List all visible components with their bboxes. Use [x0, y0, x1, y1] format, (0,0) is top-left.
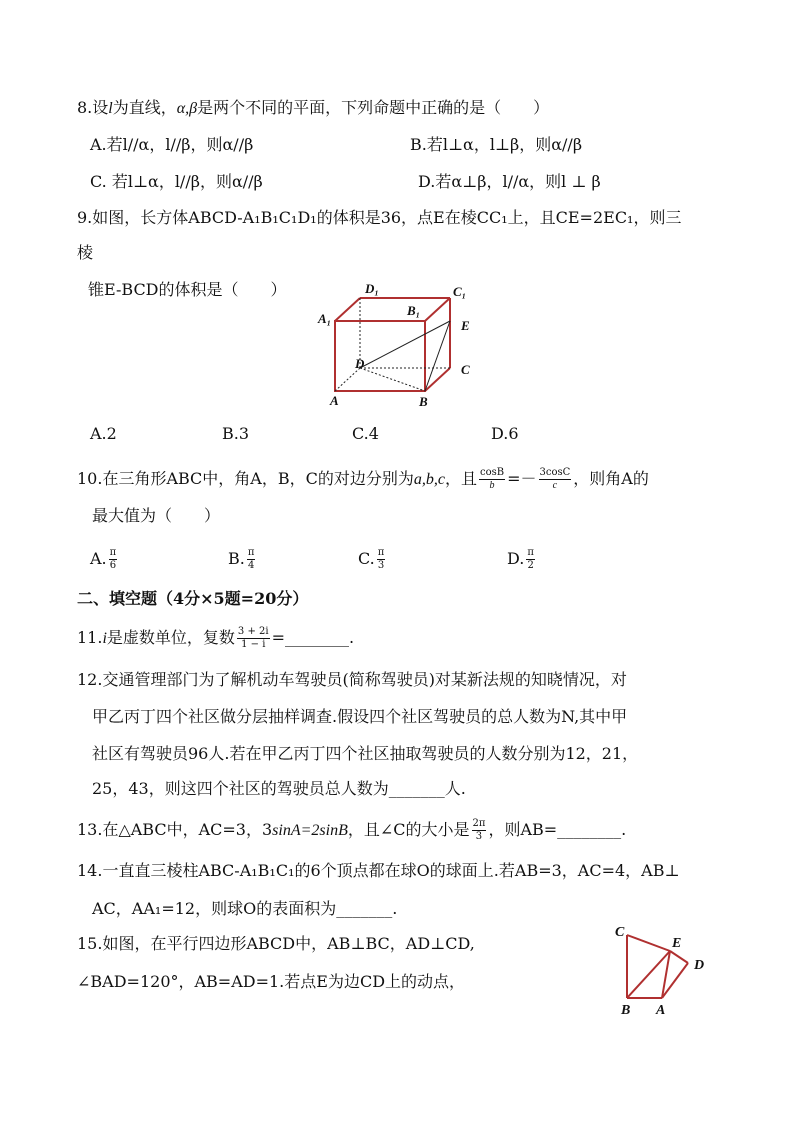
- q13-text-c: ，且∠C的大小是: [347, 820, 470, 839]
- label-D: D: [355, 356, 365, 371]
- q9-option-c: C.4: [352, 424, 379, 443]
- label-D: D: [694, 958, 705, 973]
- cuboid-visible-edges: [335, 298, 450, 391]
- q9-line3: 锥E-BCD的体积是（ ）: [88, 280, 287, 299]
- q14-line1: 14.一直直三棱柱ABC-A₁B₁C₁的6个顶点都在球O的球面上.若AB=3，AC=4，AB⊥: [77, 861, 680, 880]
- q15-line2: ∠BAD=120°，AB=AD=1.若点E为边CD上的动点，: [77, 972, 466, 991]
- q11-blank: =________.: [271, 628, 355, 647]
- q15-parallelogram-figure: [608, 918, 718, 1018]
- label-C: C: [461, 362, 470, 377]
- label-E: E: [672, 936, 682, 951]
- cuboid-hidden-edges: [335, 298, 450, 391]
- q13-line: [77, 816, 626, 845]
- q8-stem-c: 是两个不同的平面，下列命题中正确的是（ ）: [197, 98, 550, 117]
- q11-number: 11.: [77, 628, 103, 647]
- q8-option-c: C. 若l⊥α，l//β，则α//β: [90, 172, 263, 191]
- q14-line2: AC，AA₁=12，则球O的表面积为_______.: [92, 899, 398, 918]
- label-D1: D₁: [365, 281, 379, 296]
- q10-option-b: B. $\frac{\pi}{4}$: [228, 547, 255, 571]
- q10-equals: =－: [507, 469, 537, 488]
- q8-option-b: B.若l⊥α，l⊥β，则α//β: [410, 135, 583, 154]
- q8-var-alpha-beta: α,β: [176, 100, 198, 117]
- label-B: B: [419, 394, 428, 409]
- q10-option-a: A. $\frac{\pi}{6}$: [90, 547, 117, 571]
- q13-blank: ，则AB=________.: [488, 820, 627, 839]
- q10-option-c: C. $\frac{\pi}{3}$: [358, 547, 385, 571]
- q11-var-i: i: [102, 630, 107, 647]
- q9-line2: 棱: [77, 243, 94, 262]
- label-A: A: [656, 1003, 666, 1018]
- label-B: B: [621, 1003, 631, 1018]
- q11-fraction: $\frac{3 + 2i}{1 - i}$: [237, 626, 269, 650]
- q12-line3: 社区有驾驶员96人.若在甲乙丙丁四个社区抽取驾驶员的人数分别为12，21，: [92, 744, 639, 763]
- label-C: C: [615, 925, 625, 940]
- q9-option-d: D.6: [491, 424, 519, 443]
- q9-option-a: A.2: [90, 424, 117, 443]
- label-B1: B₁: [407, 303, 421, 318]
- q10-frac-cosb-over-b: $\frac{\cos B}{b}$: [479, 467, 505, 491]
- q12-line4: 25，43，则这四个社区的驾驶员总人数为_______人.: [92, 779, 466, 798]
- q13-text-a: 13.在△ABC中，AC=3，3: [77, 820, 273, 839]
- q10-line1-a: 10.在三角形ABC中，角A，B，C的对边分别为: [77, 469, 414, 488]
- label-A: A: [330, 393, 339, 408]
- q11-text: 是虚数单位，复数: [106, 628, 235, 647]
- label-E: E: [461, 318, 470, 333]
- q9-line1: 9.如图，长方体ABCD-A₁B₁C₁D₁的体积是36，点E在棱CC₁上，且CE=2EC₁，则三: [77, 208, 682, 227]
- q10-frac-3cosc-over-c: $\frac{3\cos C}{c}$: [539, 467, 571, 491]
- q8-stem-b: 为直线，: [112, 98, 177, 117]
- q13-sin-expr: sinA=2sinB: [272, 822, 348, 839]
- q8-stem: [77, 98, 549, 119]
- q10-option-d: D. $\frac{\pi}{2}$: [507, 547, 534, 571]
- label-A1: A₁: [318, 311, 332, 326]
- q8-option-d: D.若α⊥β，l//α，则l ⊥ β: [418, 172, 601, 191]
- q8-var-l: l: [108, 100, 113, 117]
- q10-line1-c: ，则角A的: [573, 469, 649, 488]
- q8-option-a: A.若l//α，l//β，则α//β: [90, 135, 254, 154]
- q9-cuboid-figure: [315, 278, 480, 413]
- q15-line1: 15.如图，在平行四边形ABCD中，AB⊥BC，AD⊥CD,: [77, 934, 475, 953]
- q13-fraction: $\frac{2\pi}{3}$: [472, 818, 486, 842]
- q9-option-b: B.3: [222, 424, 250, 443]
- q8-stem-a: 8.设: [77, 98, 109, 117]
- q10-line1: [77, 466, 649, 493]
- q11-line: [77, 624, 354, 653]
- label-C1: C₁: [453, 284, 467, 299]
- section-title-fill-in: 二、填空题（4分×5题=20分）: [77, 589, 309, 608]
- q12-line2: 甲乙丙丁四个社区做分层抽样调查.假设四个社区驾驶员的总人数为N,其中甲: [92, 707, 628, 726]
- q12-line1: 12.交通管理部门为了解机动车驾驶员(简称驾驶员)对某新法规的知晓情况，对: [77, 670, 627, 689]
- q10-line2: 最大值为（ ）: [92, 506, 221, 525]
- q10-line1-b: ，且: [444, 469, 477, 488]
- q10-vars: a,b,c: [413, 471, 445, 488]
